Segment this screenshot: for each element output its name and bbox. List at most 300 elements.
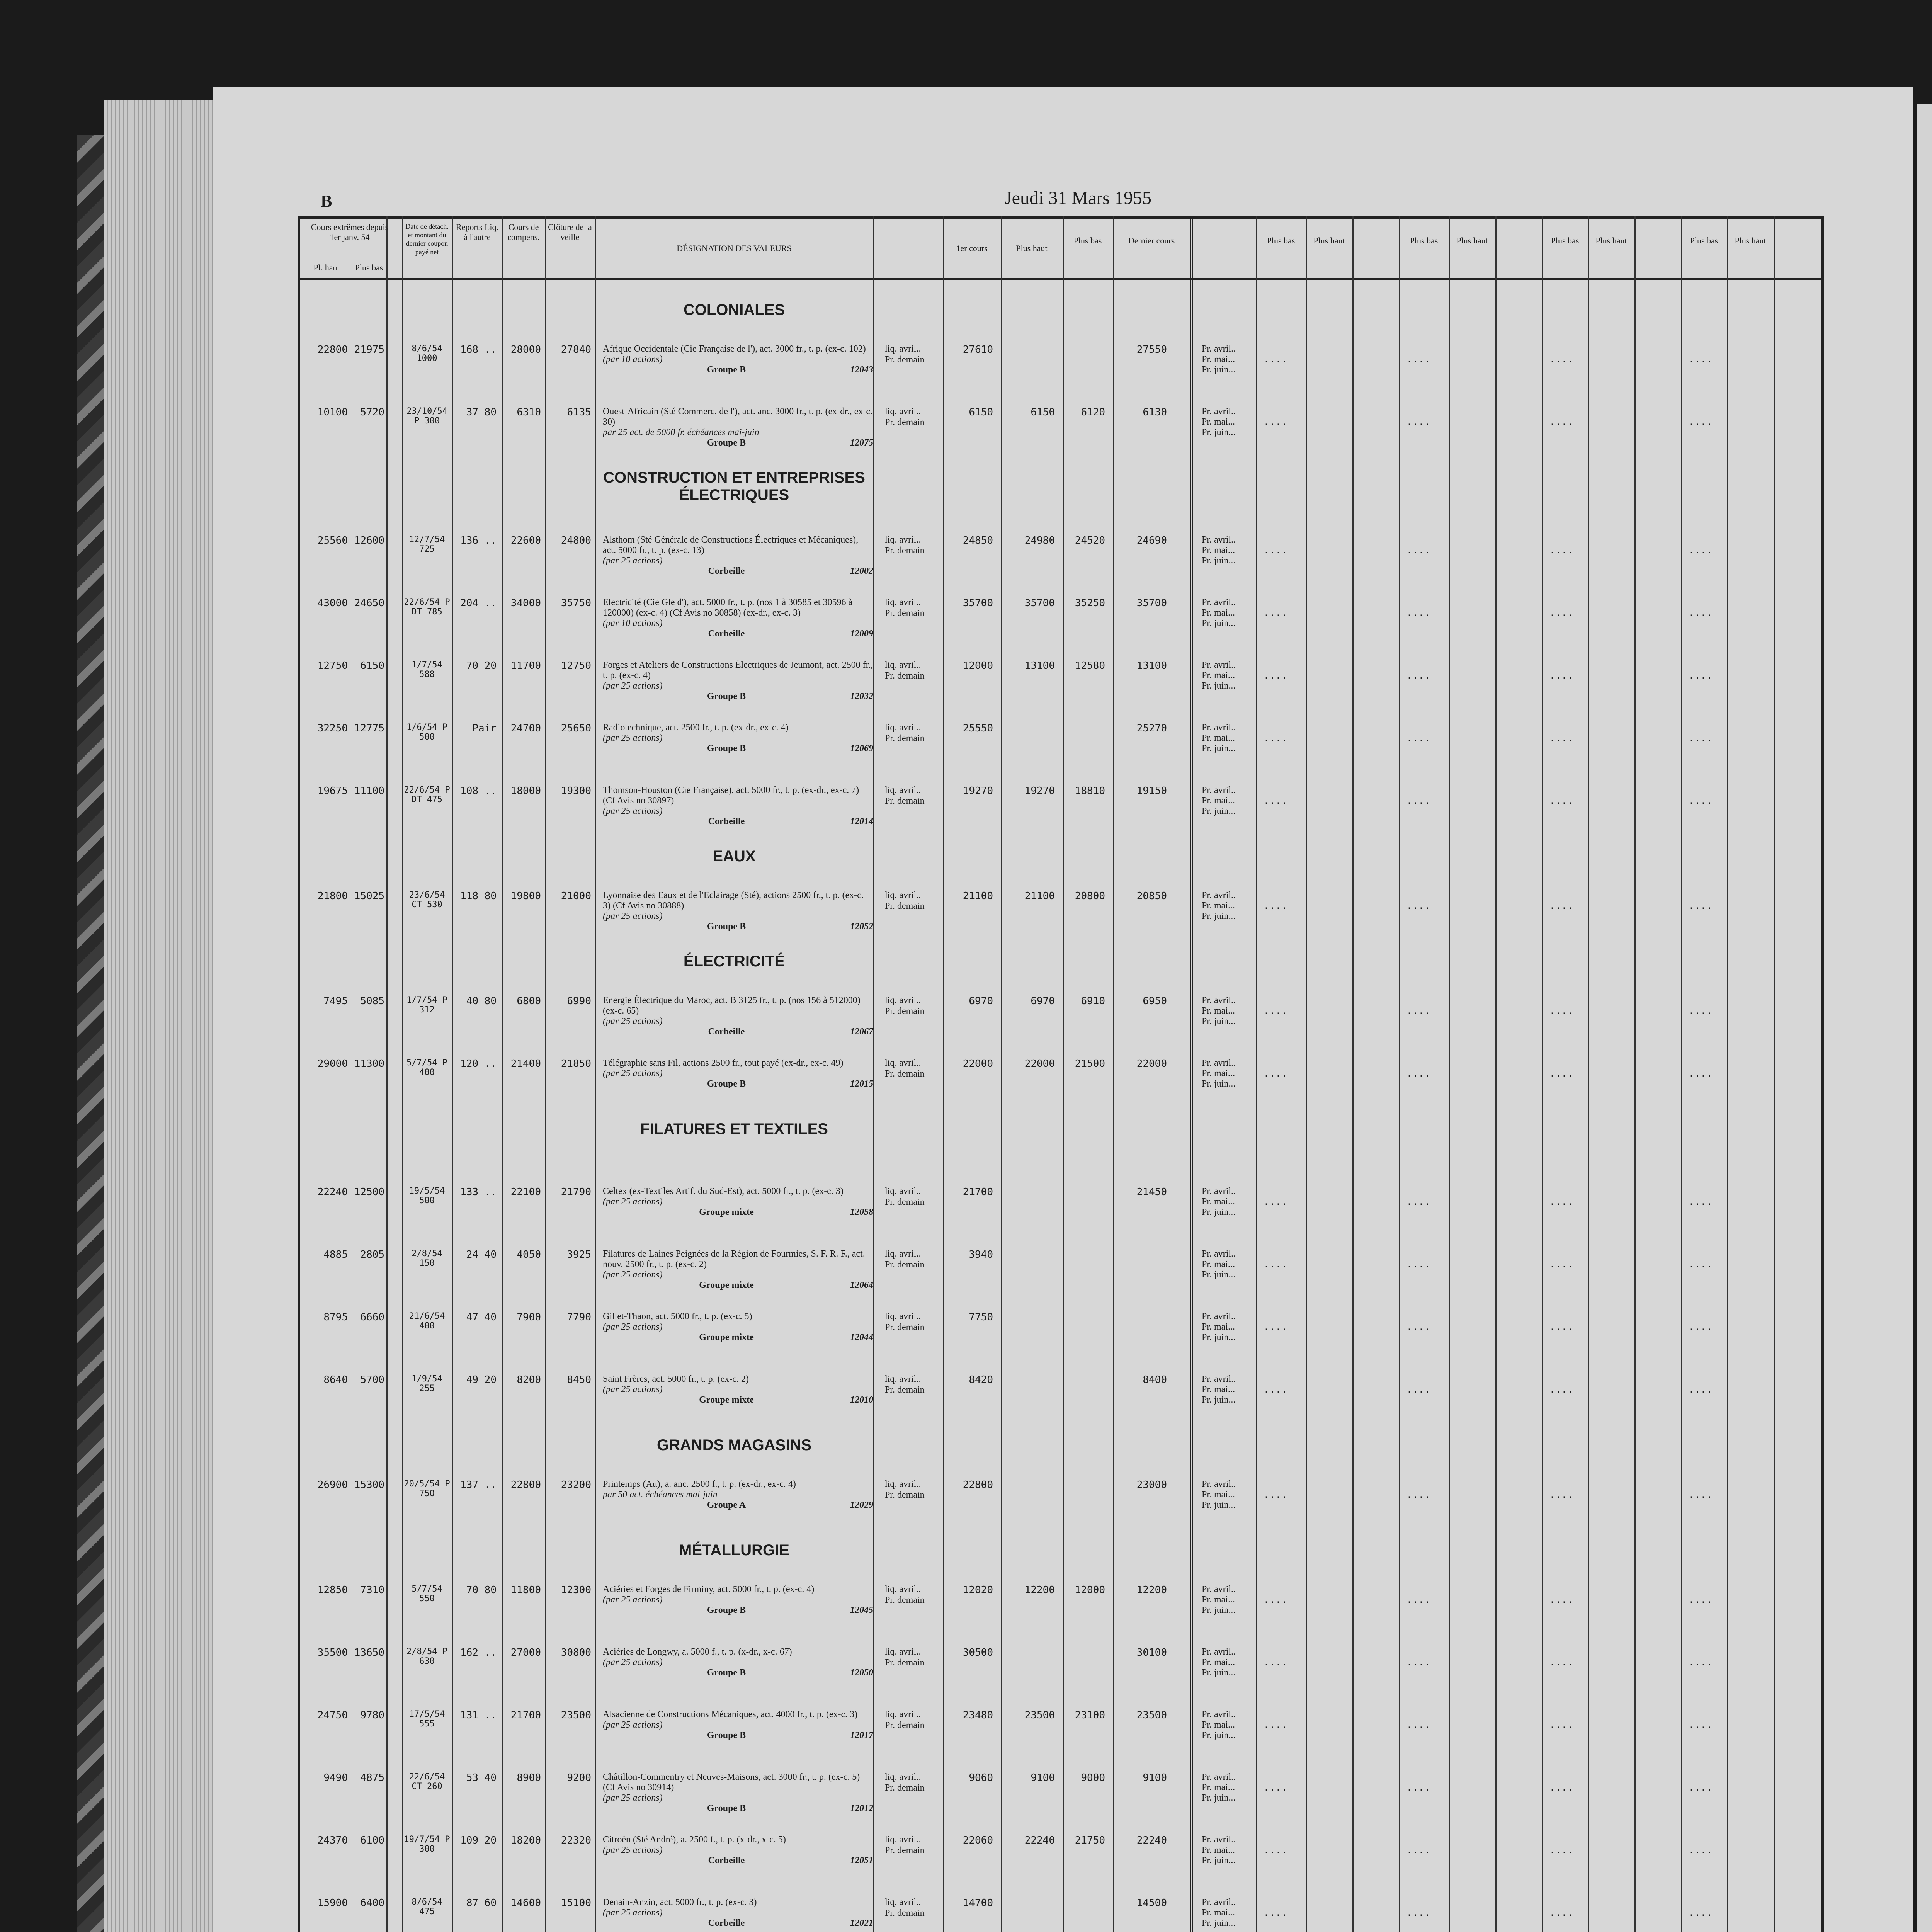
label-liq: liq. avril..: [885, 1647, 921, 1657]
cell-coupon: 12/7/54 725: [409, 535, 445, 554]
reference-number: 12052: [850, 922, 873, 932]
header-rule: [298, 278, 1824, 280]
lot-text: (par 25 actions): [603, 1908, 663, 1918]
cell-plus-bas: 6120: [1081, 406, 1105, 418]
groupe-label: Groupe B: [707, 1803, 746, 1813]
cell-premier-cours: 35700: [963, 597, 993, 609]
label-pr-avril: Pr. avril..: [1202, 1058, 1236, 1068]
cell-pl-haut: 26900: [317, 1479, 348, 1491]
dotted-leader: ....: [1689, 417, 1713, 427]
label-pr-avril: Pr. avril..: [1202, 1186, 1236, 1196]
label-pr-juin: Pr. juin...: [1202, 911, 1236, 921]
label-pr-avril: Pr. avril..: [1202, 597, 1236, 607]
header-premier-cours: 1er cours: [956, 243, 988, 253]
designation-text: Forges et Ateliers de Constructions Électriques de Jeumont, act. 2500 fr., t. p. (ex-c. 4): [603, 660, 873, 680]
quotation-table: [298, 216, 1824, 1932]
dotted-leader: ....: [1689, 1259, 1713, 1270]
cell-dernier-cours: 21450: [1136, 1186, 1167, 1198]
page-edges: [104, 100, 220, 1932]
label-liq: liq. avril..: [885, 1058, 921, 1068]
cell-cloture: 12300: [561, 1584, 591, 1596]
groupe-label: Groupe B: [707, 743, 746, 753]
cell-premier-cours: 30500: [963, 1647, 993, 1658]
column-rule: [1495, 216, 1497, 1932]
cell-reports: 133 ..: [460, 1186, 497, 1198]
cell-dernier-cours: 8400: [1143, 1374, 1167, 1386]
cell-pl-haut: 9490: [323, 1772, 348, 1784]
lot-text: (par 25 actions): [603, 1793, 663, 1803]
column-rule: [1681, 216, 1682, 1932]
cell-dernier-cours: 22240: [1136, 1835, 1167, 1846]
cell-plus-bas: 9000: [1081, 1772, 1105, 1784]
label-liq: liq. avril..: [885, 1311, 921, 1321]
cell-cloture: 24800: [561, 535, 591, 546]
label-pr-avril: Pr. avril..: [1202, 890, 1236, 900]
cell-cloture: 25650: [561, 723, 591, 734]
label-pr-juin: Pr. juin...: [1202, 1605, 1236, 1615]
reference-number: 12021: [850, 1918, 873, 1928]
designation-text: Energie Électrique du Maroc, act. B 3125 fr., t. p. (nos 156 à 512000) (ex-c. 65): [603, 995, 861, 1016]
column-rule: [1306, 216, 1307, 1932]
dotted-leader: ....: [1549, 607, 1573, 618]
label-pr-demain: Pr. demain: [885, 1197, 925, 1207]
cell-coupon: 1/7/54 P 312: [406, 995, 447, 1015]
cell-designation: [603, 1584, 873, 1616]
lot-text: (par 25 actions): [603, 1384, 663, 1395]
cell-pl-haut: 8795: [323, 1311, 348, 1323]
cell-compens: 6800: [517, 995, 541, 1007]
reference-number: 12064: [850, 1280, 873, 1290]
dotted-leader: ....: [1406, 545, 1430, 556]
groupe-label: Groupe mixte: [699, 1207, 754, 1217]
dotted-leader: ....: [1689, 795, 1713, 806]
label-pr-demain: Pr. demain: [885, 1322, 925, 1332]
dotted-leader: ....: [1406, 733, 1430, 743]
cell-premier-cours: 22000: [963, 1058, 993, 1070]
cell-designation: [603, 1058, 873, 1089]
column-rule: [1001, 216, 1002, 1932]
label-liq: liq. avril..: [885, 1186, 921, 1196]
reference-number: 12075: [850, 438, 873, 448]
dotted-leader: ....: [1689, 900, 1713, 911]
designation-text: Printemps (Au), a. anc. 2500 f., t. p. (ex-dr., ex-c. 4): [603, 1479, 796, 1489]
lot-text: (par 10 actions): [603, 618, 663, 628]
cell-coupon: 17/5/54 555: [409, 1709, 445, 1729]
cell-plus-haut: 22240: [1024, 1835, 1055, 1846]
cell-designation: [603, 1249, 873, 1291]
cell-cloture: 6135: [567, 406, 591, 418]
label-pr-avril: Pr. avril..: [1202, 535, 1236, 545]
groupe-label: Corbeille: [708, 1855, 745, 1866]
cell-dernier-cours: 24690: [1136, 535, 1167, 546]
cell-dernier-cours: 23500: [1136, 1709, 1167, 1721]
column-rule: [1352, 216, 1354, 1932]
dotted-leader: ....: [1264, 733, 1287, 743]
dotted-leader: ....: [1264, 1384, 1287, 1395]
dotted-leader: ....: [1264, 1907, 1287, 1918]
cell-plus-bas: 21750: [1075, 1835, 1105, 1846]
dotted-leader: ....: [1689, 1321, 1713, 1332]
label-liq: liq. avril..: [885, 660, 921, 670]
dotted-leader: ....: [1549, 1719, 1573, 1730]
reference-number: 12012: [850, 1803, 873, 1813]
label-pr-demain: Pr. demain: [885, 1845, 925, 1855]
label-pr-avril: Pr. avril..: [1202, 1835, 1236, 1845]
label-pr-avril: Pr. avril..: [1202, 995, 1236, 1005]
label-pr-avril: Pr. avril..: [1202, 1311, 1236, 1321]
cell-pl-haut: 29000: [317, 1058, 348, 1070]
cell-reports: 70 80: [466, 1584, 497, 1596]
cell-plus-bas: 6400: [360, 1897, 384, 1909]
dotted-leader: ....: [1549, 1068, 1573, 1079]
lot-text: (par 25 actions): [603, 1068, 663, 1078]
dotted-leader: ....: [1549, 1384, 1573, 1395]
cell-compens: 11800: [510, 1584, 541, 1596]
designation-text: Celtex (ex-Textiles Artif. du Sud-Est), act. 5000 fr., t. p. (ex-c. 3): [603, 1186, 844, 1196]
dotted-leader: ....: [1689, 607, 1713, 618]
cell-compens: 22800: [510, 1479, 541, 1491]
header-plus-bas: Plus bas: [355, 263, 383, 272]
label-pr-juin: Pr. juin...: [1202, 1668, 1236, 1678]
groupe-label: Corbeille: [708, 816, 745, 827]
header-dernier-cours: Dernier cours: [1128, 236, 1175, 245]
designation-text: Lyonnaise des Eaux et de l'Eclairage (Sté), actions 2500 fr., t. p. (ex-c. 3) (Cf Avis no 30888): [603, 890, 864, 911]
page-date: Jeudi 31 Mars 1955: [1005, 188, 1151, 208]
cell-designation: [603, 1186, 873, 1218]
label-pr-demain: Pr. demain: [885, 901, 925, 911]
header-cours-compens: Cours de compens.: [507, 222, 540, 242]
designation-text: Radiotechnique, act. 2500 fr., t. p. (ex-dr., ex-c. 4): [603, 723, 789, 733]
cell-reports: 136 ..: [460, 535, 497, 546]
lot-text: (par 10 actions): [603, 354, 663, 364]
header-pl-haut: Pl. haut: [313, 263, 340, 272]
label-pr-juin: Pr. juin...: [1202, 1395, 1236, 1405]
reference-number: 12015: [850, 1079, 873, 1089]
label-pr-mai: Pr. mai...: [1202, 1845, 1235, 1855]
reference-number: 12058: [850, 1207, 873, 1217]
column-rule: [386, 216, 388, 1932]
cell-dernier-cours: 35700: [1136, 597, 1167, 609]
cell-reports: 53 40: [466, 1772, 497, 1784]
cell-designation: [603, 406, 873, 448]
cell-plus-haut: 22000: [1024, 1058, 1055, 1070]
cell-plus-bas: 21500: [1075, 1058, 1105, 1070]
cell-premier-cours: 14700: [963, 1897, 993, 1909]
dotted-leader: ....: [1549, 1845, 1573, 1855]
groupe-label: Corbeille: [708, 1027, 745, 1037]
label-pr-juin: Pr. juin...: [1202, 1079, 1236, 1089]
cell-pl-haut: 7495: [323, 995, 348, 1007]
dotted-leader: ....: [1406, 354, 1430, 365]
dotted-leader: ....: [1406, 900, 1430, 911]
label-liq: liq. avril..: [885, 995, 921, 1005]
cell-plus-bas: 15025: [354, 890, 384, 902]
designation-text: Télégraphie sans Fil, actions 2500 fr., tout payé (ex-dr., ex-c. 49): [603, 1058, 844, 1068]
header-opt-plus-haut: Plus haut: [1456, 236, 1488, 245]
label-pr-mai: Pr. mai...: [1202, 354, 1235, 364]
cell-plus-haut: 12200: [1024, 1584, 1055, 1596]
cell-premier-cours: 22060: [963, 1835, 993, 1846]
cell-premier-cours: 19270: [963, 785, 993, 797]
cell-reports: 137 ..: [460, 1479, 497, 1491]
cell-designation: [603, 1647, 873, 1678]
dotted-leader: ....: [1549, 1321, 1573, 1332]
dotted-leader: ....: [1264, 1259, 1287, 1270]
cell-premier-cours: 24850: [963, 535, 993, 546]
label-pr-mai: Pr. mai...: [1202, 1384, 1235, 1395]
cell-pl-haut: 24370: [317, 1835, 348, 1846]
lot-text: (par 25 actions): [603, 1657, 663, 1667]
cell-compens: 27000: [510, 1647, 541, 1658]
cell-cloture: 35750: [561, 597, 591, 609]
label-pr-mai: Pr. mai...: [1202, 1259, 1235, 1269]
column-rule: [1727, 216, 1728, 1932]
dotted-leader: ....: [1406, 1259, 1430, 1270]
label-pr-mai: Pr. mai...: [1202, 670, 1235, 680]
cell-coupon: 1/7/54 588: [412, 660, 442, 679]
cell-reports: 108 ..: [460, 785, 497, 797]
cell-cloture: 30800: [561, 1647, 591, 1658]
cell-plus-haut: 13100: [1024, 660, 1055, 672]
label-pr-mai: Pr. mai...: [1202, 417, 1235, 427]
dotted-leader: ....: [1406, 1321, 1430, 1332]
dotted-leader: ....: [1264, 900, 1287, 911]
label-pr-juin: Pr. juin...: [1202, 743, 1236, 753]
label-liq: liq. avril..: [885, 723, 921, 733]
cell-compens: 34000: [510, 597, 541, 609]
cell-plus-bas: 11300: [354, 1058, 384, 1070]
cell-pl-haut: 22800: [317, 344, 348, 355]
dotted-leader: ....: [1264, 417, 1287, 427]
dotted-leader: ....: [1406, 795, 1430, 806]
cell-cloture: 19300: [561, 785, 591, 797]
label-pr-avril: Pr. avril..: [1202, 1374, 1236, 1384]
cell-dernier-cours: 13100: [1136, 660, 1167, 672]
dotted-leader: ....: [1406, 1196, 1430, 1207]
cell-reports: 109 20: [460, 1835, 497, 1846]
label-pr-avril: Pr. avril..: [1202, 1647, 1236, 1657]
cell-pl-haut: 35500: [317, 1647, 348, 1658]
cell-compens: 18000: [510, 785, 541, 797]
dotted-leader: ....: [1549, 795, 1573, 806]
cell-compens: 19800: [510, 890, 541, 902]
cell-plus-bas: 5700: [360, 1374, 384, 1386]
dotted-leader: ....: [1264, 1845, 1287, 1855]
label-pr-avril: Pr. avril..: [1202, 1897, 1236, 1907]
cell-cloture: 23500: [561, 1709, 591, 1721]
reference-number: 12043: [850, 365, 873, 375]
cell-designation: [603, 1709, 873, 1741]
cell-plus-bas: 12000: [1075, 1584, 1105, 1596]
label-pr-avril: Pr. avril..: [1202, 1479, 1236, 1489]
cell-designation: [603, 344, 873, 375]
reference-number: 12067: [850, 1027, 873, 1037]
cell-designation: [603, 1897, 873, 1929]
cell-cloture: 3925: [567, 1249, 591, 1260]
dotted-leader: ....: [1549, 354, 1573, 365]
cell-dernier-cours: 14500: [1136, 1897, 1167, 1909]
cell-compens: 14600: [510, 1897, 541, 1909]
dotted-leader: ....: [1549, 1196, 1573, 1207]
dotted-leader: ....: [1689, 670, 1713, 681]
designation-text: Afrique Occidentale (Cie Française de l'), act. 3000 fr., t. p. (ex-c. 102): [603, 344, 866, 354]
column-rule: [1449, 216, 1450, 1932]
cell-compens: 22600: [510, 535, 541, 546]
dotted-leader: ....: [1406, 417, 1430, 427]
cell-plus-haut: 24980: [1024, 535, 1055, 546]
cell-cloture: 21000: [561, 890, 591, 902]
dotted-leader: ....: [1689, 354, 1713, 365]
reference-number: 12002: [850, 566, 873, 576]
cell-plus-bas: 20800: [1075, 890, 1105, 902]
section-title: ÉLECTRICITÉ: [683, 953, 785, 970]
label-pr-demain: Pr. demain: [885, 1006, 925, 1016]
label-pr-mai: Pr. mai...: [1202, 1782, 1235, 1793]
label-pr-juin: Pr. juin...: [1202, 1855, 1236, 1866]
cell-plus-bas: 7310: [360, 1584, 384, 1596]
label-pr-demain: Pr. demain: [885, 1658, 925, 1668]
cell-pl-haut: 4885: [323, 1249, 348, 1260]
cell-plus-bas: 4875: [360, 1772, 384, 1784]
label-pr-demain: Pr. demain: [885, 1908, 925, 1918]
cell-coupon: 5/7/54 P 400: [406, 1058, 447, 1077]
cell-pl-haut: 19675: [317, 785, 348, 797]
cell-reports: 118 80: [460, 890, 497, 902]
column-rule: [1774, 216, 1775, 1932]
dotted-leader: ....: [1406, 1907, 1430, 1918]
cell-designation: [603, 1311, 873, 1343]
dotted-leader: ....: [1689, 733, 1713, 743]
lot-text: (par 25 actions): [603, 1845, 663, 1855]
reference-number: 12051: [850, 1855, 873, 1866]
label-liq: liq. avril..: [885, 1249, 921, 1259]
cell-designation: [603, 1479, 873, 1510]
cell-premier-cours: 21700: [963, 1186, 993, 1198]
cell-dernier-cours: 6950: [1143, 995, 1167, 1007]
cell-compens: 8900: [517, 1772, 541, 1784]
cell-cloture: 8450: [567, 1374, 591, 1386]
cell-cloture: 15100: [561, 1897, 591, 1909]
cell-premier-cours: 23480: [963, 1709, 993, 1721]
cell-designation: [603, 1835, 873, 1866]
cell-premier-cours: 25550: [963, 723, 993, 734]
label-pr-demain: Pr. demain: [885, 355, 925, 365]
right-page: [1917, 104, 1932, 1932]
lot-text: (par 25 actions): [603, 1270, 663, 1280]
designation-text: Filatures de Laines Peignées de la Région de Fourmies, S. F. R. F., act. nouv. 2500 fr., t. p. (ex-c. 2): [603, 1249, 865, 1269]
cell-reports: 40 80: [466, 995, 497, 1007]
dotted-leader: ....: [1689, 1068, 1713, 1079]
dotted-leader: ....: [1549, 1782, 1573, 1793]
dotted-leader: ....: [1549, 545, 1573, 556]
lot-text: (par 25 actions): [603, 556, 663, 566]
groupe-label: Groupe mixte: [699, 1280, 754, 1290]
lot-text: (par 25 actions): [603, 1322, 663, 1332]
label-pr-avril: Pr. avril..: [1202, 1709, 1236, 1719]
column-rule: [1256, 216, 1257, 1932]
label-pr-juin: Pr. juin...: [1202, 1730, 1236, 1740]
cell-reports: 49 20: [466, 1374, 497, 1386]
designation-text: Châtillon-Commentry et Neuves-Maisons, act. 3000 fr., t. p. (ex-c. 5) (Cf Avis no 30914): [603, 1772, 860, 1793]
cell-dernier-cours: 22000: [1136, 1058, 1167, 1070]
column-rule: [452, 216, 453, 1932]
cell-coupon: 19/5/54 500: [409, 1186, 445, 1206]
label-pr-juin: Pr. juin...: [1202, 1016, 1236, 1026]
cell-compens: 18200: [510, 1835, 541, 1846]
groupe-label: Groupe mixte: [699, 1395, 754, 1405]
header-opt-plus-haut: Plus haut: [1595, 236, 1627, 245]
cell-coupon: 8/6/54 475: [412, 1897, 442, 1917]
cell-reports: 47 40: [466, 1311, 497, 1323]
dotted-leader: ....: [1264, 1489, 1287, 1500]
dotted-leader: ....: [1264, 670, 1287, 681]
page-letter: B: [321, 192, 332, 211]
cell-plus-bas: 24520: [1075, 535, 1105, 546]
label-liq: liq. avril..: [885, 406, 921, 417]
column-rule-double: [1190, 216, 1193, 1932]
column-rule: [1399, 216, 1400, 1932]
dotted-leader: ....: [1549, 900, 1573, 911]
cell-pl-haut: 22240: [317, 1186, 348, 1198]
label-pr-juin: Pr. juin...: [1202, 1332, 1236, 1342]
dotted-leader: ....: [1689, 1196, 1713, 1207]
dotted-leader: ....: [1264, 1782, 1287, 1793]
dotted-leader: ....: [1549, 670, 1573, 681]
cell-plus-bas: 12580: [1075, 660, 1105, 672]
lot-text: (par 25 actions): [603, 1016, 663, 1026]
label-pr-demain: Pr. demain: [885, 1783, 925, 1793]
cell-designation: [603, 1374, 873, 1405]
cell-premier-cours: 6150: [969, 406, 993, 418]
label-pr-demain: Pr. demain: [885, 546, 925, 556]
dotted-leader: ....: [1406, 1657, 1430, 1668]
cell-reports: Pair: [472, 723, 497, 734]
cell-coupon: 8/6/54 1000: [412, 344, 442, 363]
cell-premier-cours: 12000: [963, 660, 993, 672]
cell-plus-bas: 5085: [360, 995, 384, 1007]
cell-plus-haut: 23500: [1024, 1709, 1055, 1721]
reference-number: 12009: [850, 629, 873, 639]
label-pr-avril: Pr. avril..: [1202, 1772, 1236, 1782]
groupe-label: Groupe B: [707, 438, 746, 448]
label-pr-juin: Pr. juin...: [1202, 681, 1236, 691]
cell-premier-cours: 7750: [969, 1311, 993, 1323]
cell-dernier-cours: 19150: [1136, 785, 1167, 797]
cell-coupon: 2/8/54 150: [412, 1249, 442, 1268]
cell-pl-haut: 32250: [317, 723, 348, 734]
cell-reports: 131 ..: [460, 1709, 497, 1721]
label-pr-mai: Pr. mai...: [1202, 608, 1235, 618]
label-pr-mai: Pr. mai...: [1202, 1006, 1235, 1016]
label-pr-mai: Pr. mai...: [1202, 1908, 1235, 1918]
cell-plus-bas: 6910: [1081, 995, 1105, 1007]
groupe-label: Groupe B: [707, 1668, 746, 1678]
section-title: CONSTRUCTION ET ENTREPRISES ÉLECTRIQUES: [603, 469, 865, 503]
cell-compens: 24700: [510, 723, 541, 734]
cell-pl-haut: 12750: [317, 660, 348, 672]
cell-plus-haut: 9100: [1031, 1772, 1055, 1784]
label-liq: liq. avril..: [885, 597, 921, 607]
label-pr-juin: Pr. juin...: [1202, 1207, 1236, 1217]
cell-cloture: 22320: [561, 1835, 591, 1846]
groupe-label: Groupe B: [707, 1730, 746, 1740]
label-pr-mai: Pr. mai...: [1202, 1657, 1235, 1667]
label-liq: liq. avril..: [885, 1709, 921, 1719]
cell-coupon: 19/7/54 P 300: [404, 1835, 450, 1854]
cell-plus-bas: 12500: [354, 1186, 384, 1198]
dotted-leader: ....: [1549, 1259, 1573, 1270]
lot-text: (par 25 actions): [603, 1595, 663, 1605]
